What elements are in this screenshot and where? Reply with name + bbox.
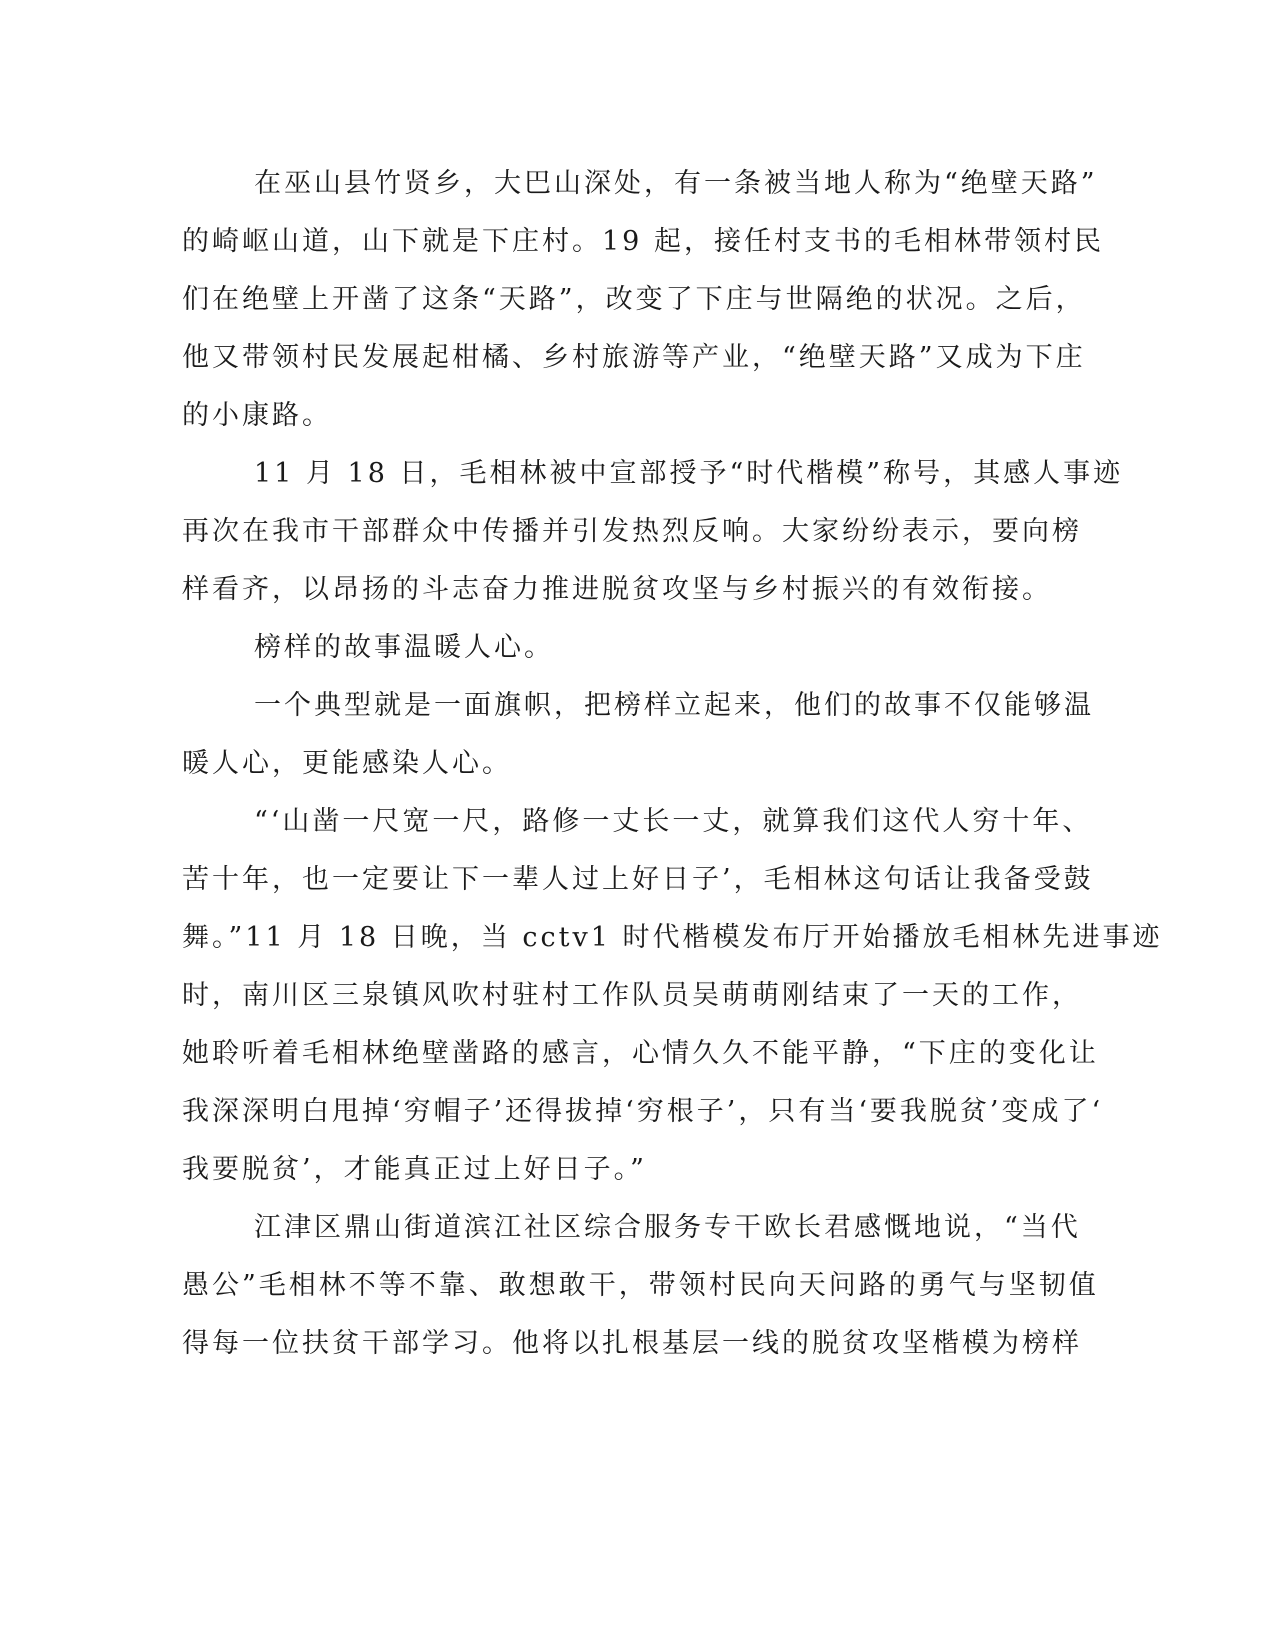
text-line: 我深深明白甩掉‘穷帽子’还得拔掉‘穷根子’，只有当‘要我脱贫’变成了‘	[182, 1096, 1104, 1127]
text-line: 一个典型就是一面旗帜，把榜样立起来，他们的故事不仅能够温	[254, 690, 1094, 721]
text-line: 榜样的故事温暖人心。	[254, 632, 554, 663]
article-body	[182, 155, 1163, 1373]
text-line: 的崎岖山道，山下就是下庄村。19 起，接任村支书的毛相林带领村民	[182, 226, 1104, 257]
text-line: 苦十年，也一定要让下一辈人过上好日子’，毛相林这句话让我备受鼓	[182, 864, 1094, 895]
text-line: 们在绝壁上开凿了这条“天路”，改变了下庄与世隔绝的状况。之后，	[182, 284, 1086, 315]
text-line: 她聆听着毛相林绝壁凿路的感言，心情久久不能平静，“下庄的变化让	[182, 1038, 1099, 1069]
text-line: 时，南川区三泉镇风吹村驻村工作队员吴萌萌刚结束了一天的工作，	[182, 980, 1082, 1011]
text-line: 的小康路。	[182, 400, 332, 431]
text-line: 暖人心，更能感染人心。	[182, 748, 512, 779]
text-line: 再次在我市干部群众中传播并引发热烈反响。大家纷纷表示，要向榜	[182, 516, 1082, 547]
text-line: 在巫山县竹贤乡，大巴山深处，有一条被当地人称为“绝壁天路”	[254, 168, 1098, 199]
text-line: 他又带领村民发展起柑橘、乡村旅游等产业，“绝壁天路”又成为下庄	[182, 342, 1086, 373]
text-line: 愚公”毛相林不等不靠、敢想敢干，带领村民向天问路的勇气与坚韧值	[182, 1270, 1099, 1301]
text-line: “‘山凿一尺宽一尺，路修一丈长一丈，就算我们这代人穷十年、	[254, 806, 1093, 837]
text-line: 舞。”11 月 18 日晚，当 cctv1 时代楷模发布厅开始播放毛相林先进事迹	[182, 922, 1163, 953]
text-line: 江津区鼎山街道滨江社区综合服务专干欧长君感慨地说，“当代	[254, 1212, 1081, 1243]
text-line: 我要脱贫’，才能真正过上好日子。”	[182, 1154, 647, 1185]
text-line: 样看齐，以昂扬的斗志奋力推进脱贫攻坚与乡村振兴的有效衔接。	[182, 574, 1052, 605]
text-line: 11 月 18 日，毛相林被中宣部授予“时代楷模”称号，其感人事迹	[254, 458, 1124, 489]
text-line: 得每一位扶贫干部学习。他将以扎根基层一线的脱贫攻坚楷模为榜样	[182, 1328, 1082, 1359]
